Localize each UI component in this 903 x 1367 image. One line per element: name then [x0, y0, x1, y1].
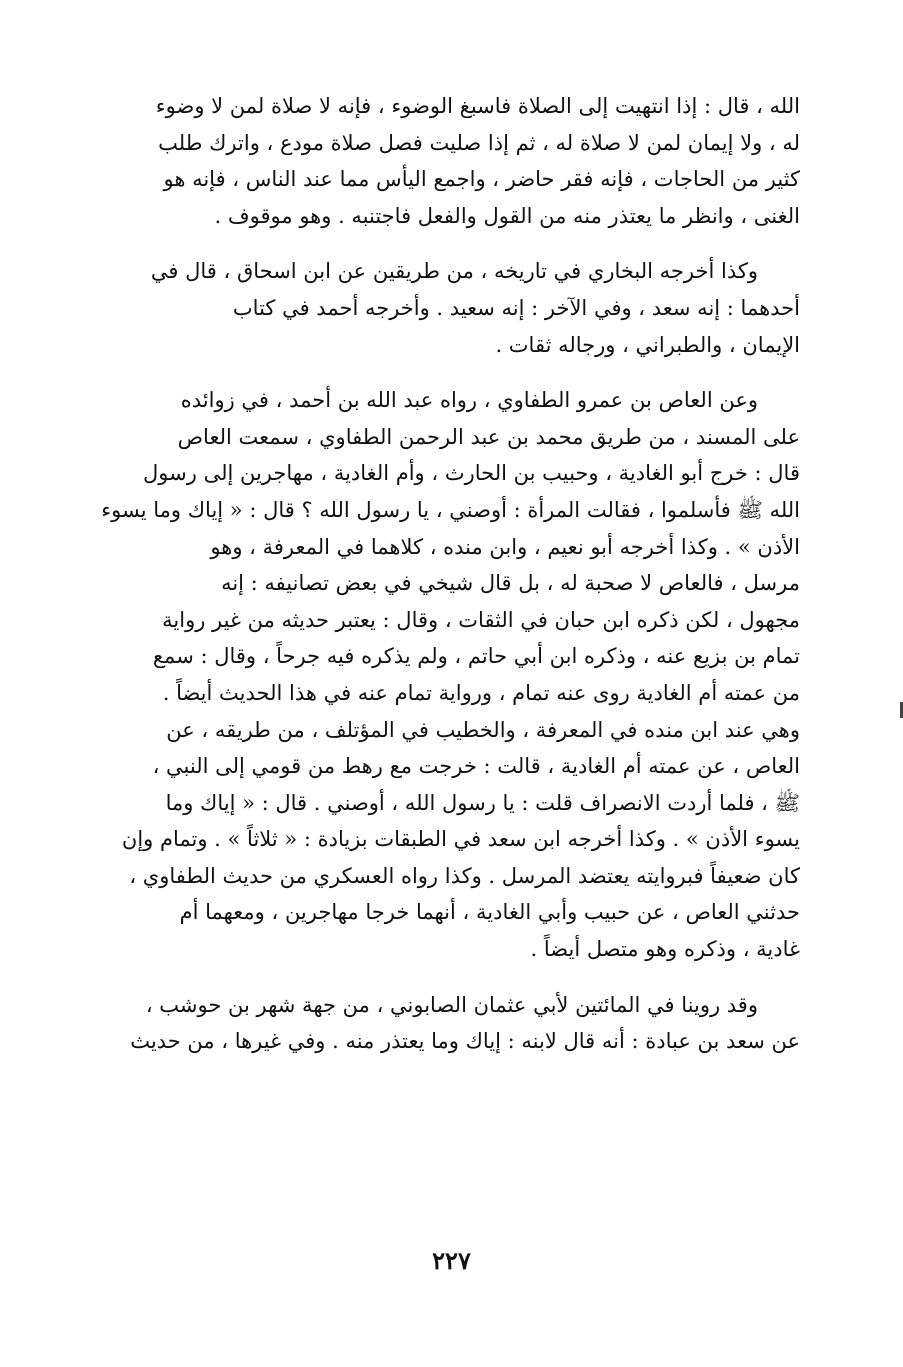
text-line: وكذا أخرجه البخاري في تاريخه ، من طريقين عن ابن اسحاق ، قال في — [150, 259, 758, 284]
text-line: حدثني العاص ، عن حبيب وأبي الغادية ، أنهما خرجا مهاجرين ، ومعهما أم — [179, 900, 800, 925]
text-line: على المسند ، من طريق محمد بن عبد الرحمن الطفاوي ، سمعت العاص — [177, 424, 800, 449]
paragraph-2 — [55, 253, 800, 363]
text-line: وقد روينا في المائتين لأبي عثمان الصابوني ، من جهة شهر بن حوشب ، — [145, 992, 758, 1017]
text-line: من عمته أم الغادية روى عنه تمام ، ورواية تمام عنه في هذا الحديث أيضاً . — [162, 680, 800, 705]
text-line: الله ﷺ فأسلموا ، فقالت المرأة : أوصني ، يا رسول الله ؟ قال : « إياك وما يسوء — [101, 497, 800, 522]
text-line: ﷺ ، فلما أردت الانصراف قلت : يا رسول الله ، أوصني . قال : « إياك وما — [165, 790, 800, 815]
text-line: أحدهما : إنه سعد ، وفي الآخر : إنه سعيد . وأخرجه أحمد في كتاب — [232, 295, 800, 320]
paragraph-4 — [55, 987, 800, 1060]
text-line: الأذن » . وكذا أخرجه أبو نعيم ، وابن منده ، كلاهما في المعرفة ، وهو — [210, 534, 800, 559]
text-line: كان ضعيفاً فبروايته يعتضد المرسل . وكذا رواه العسكري من حديث الطفاوي ، — [129, 863, 800, 888]
text-line: وعن العاص بن عمرو الطفاوي ، رواه عبد الله بن أحمد ، في زوائده — [180, 388, 758, 413]
text-line: وهي عند ابن منده في المعرفة ، والخطيب في المؤتلف ، من طريقه ، عن — [166, 717, 800, 742]
text-line: عن سعد بن عبادة : أنه قال لابنه : إياك وما يعتذر منه . وفي غيرها ، من حديث — [130, 1029, 800, 1054]
text-line: مجهول ، لكن ذكره ابن حبان في الثقات ، وقال : يعتبر حديثه من غير رواية — [162, 607, 800, 632]
text-line: كثير من الحاجات ، فإنه فقر حاضر ، واجمع اليأس مما عند الناس ، فإنه هو — [163, 167, 800, 192]
text-line: له ، ولا إيمان لمن لا صلاة له ، ثم إذا صليت فصل صلاة مودع ، واترك طلب — [158, 130, 800, 155]
text-line: الغنى ، وانظر ما يعتذر منه من القول والفعل فاجتنبه . وهو موقوف . — [214, 203, 800, 228]
text-line: مرسل ، فالعاص لا صحبة له ، بل قال شيخي في بعض تصانيفه : إنه — [221, 571, 800, 596]
page-number: ٢٢٧ — [432, 1246, 471, 1275]
text-line: قال : خرج أبو الغادية ، وحبيب بن الحارث ، وأم الغادية ، مهاجرين إلى رسول — [143, 461, 800, 486]
text-line: يسوء الأذن » . وكذا أخرجه ابن سعد في الطبقات بزيادة : « ثلاثاً » . وتمام وإن — [121, 827, 800, 852]
text-line: تمام بن بزيع عنه ، وذكره ابن أبي حاتم ، ولم يذكره فيه جرحاً ، وقال : سمع — [152, 644, 800, 669]
paragraph-1 — [55, 88, 800, 234]
text-line: الله ، قال : إذا انتهيت إلى الصلاة فاسبغ الوضوء ، فإنه لا صلاة لمن لا وضوء — [155, 94, 800, 118]
page-body — [55, 88, 800, 1079]
text-line: الإيمان ، والطبراني ، ورجاله ثقات . — [495, 332, 800, 357]
text-line: غادية ، وذكره وهو متصل أيضاً . — [530, 937, 800, 962]
text-line: العاص ، عن عمته أم الغادية ، قالت : خرجت مع رهط من قومي إلى النبي ، — [152, 754, 800, 779]
paragraph-3 — [55, 382, 800, 968]
